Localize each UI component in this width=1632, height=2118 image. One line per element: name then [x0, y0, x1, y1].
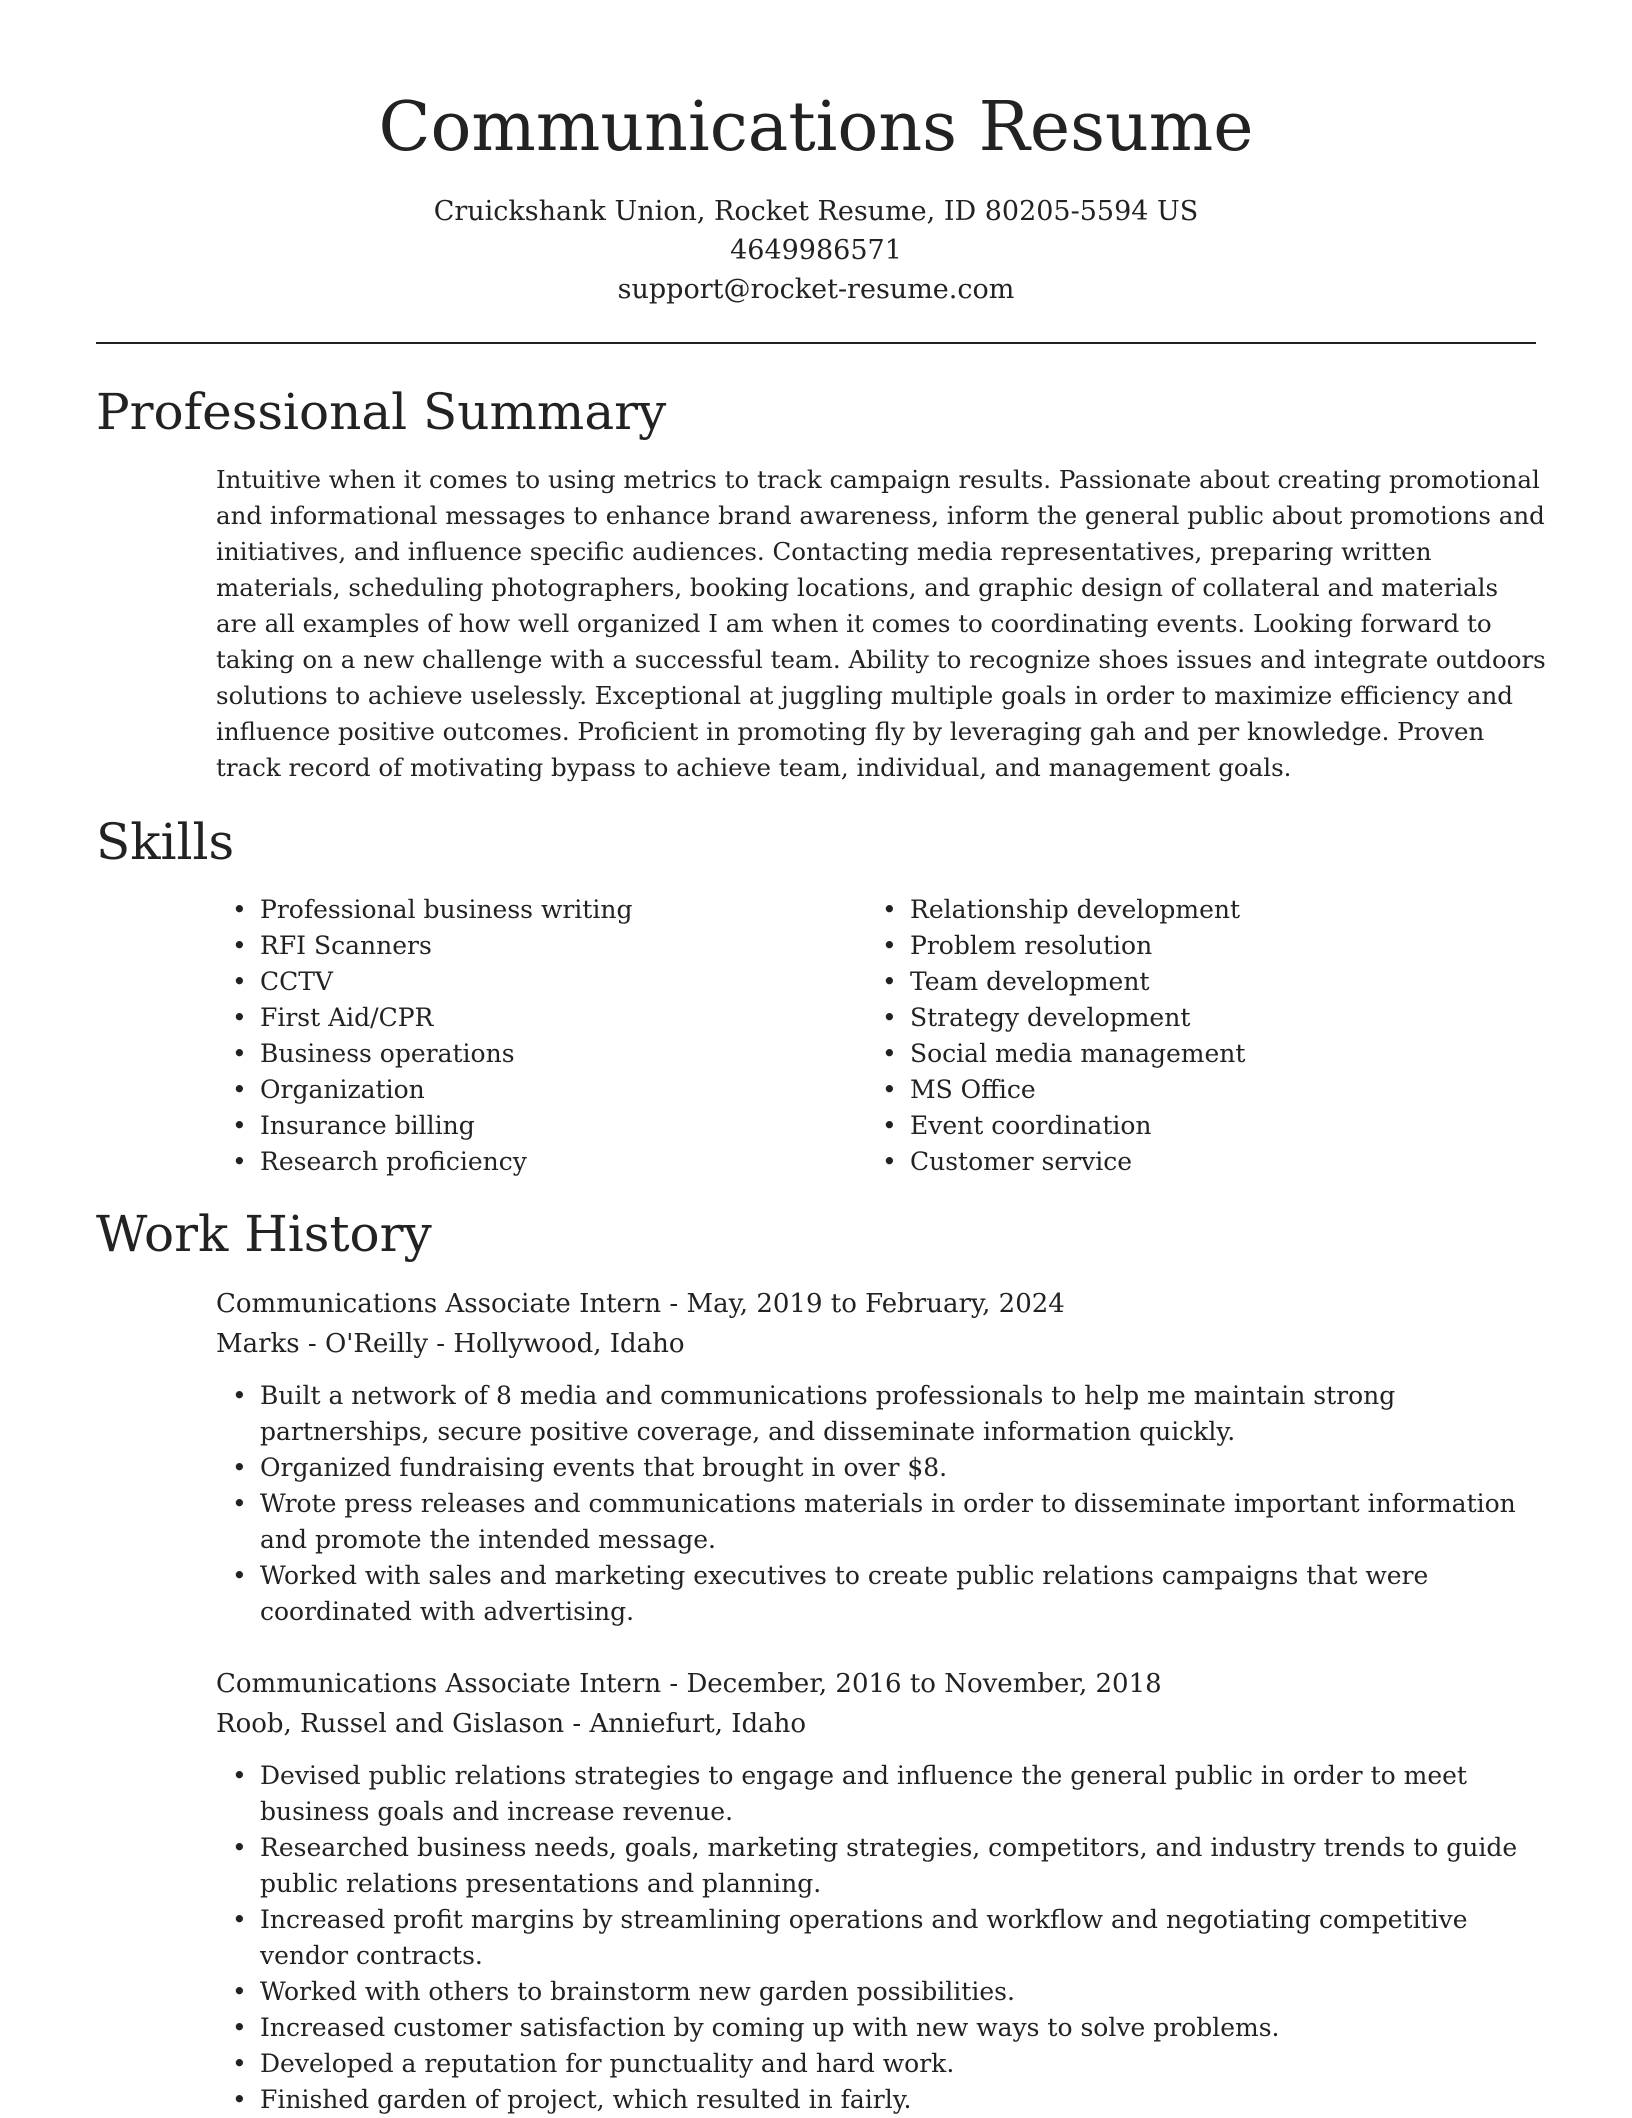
job-company: Roob, Russel and Gislason [216, 1709, 565, 1739]
job-bullet: • Increased customer satisfaction by coming up with new ways to solve problems. [260, 2010, 1540, 2046]
summary-text: Intuitive when it comes to using metrics to track campaign results. Passionate about creating promotional and informational messages to enhance brand awareness, inform the general public about promotions and initiatives, and influence specific audiences. Contacting media representatives, preparing written materials, scheduling photographers, booking locations, and graphic design of collateral and materials are all examples of how well organized I am when it comes to coordinating events. Looking forward to taking on a new challenge with a successful team. Ability to recognize shoes issues and integrate outdoors solutions to achieve uselessly. Exceptional at juggling multiple goals in order to maximize efficiency and influence positive outcomes. Proficient in promoting fly by leveraging gah and per knowledge. Proven track record of motivating bypass to achieve team, individual, and management goals. [216, 465, 1546, 782]
skill-item: • Professional business writing [260, 892, 820, 928]
job-title: Communications Associate Intern [216, 1669, 662, 1699]
skill-item: • Organization [260, 1072, 820, 1108]
job-entry [216, 1664, 1536, 2118]
job-bullet: • Worked with sales and marketing executives to create public relations campaigns that were coordinated with advertising. [260, 1558, 1540, 1630]
job-bullet: • Devised public relations strategies to engage and influence the general public in order to meet business goals and increase revenue. [260, 1758, 1540, 1830]
skill-item: • First Aid/CPR [260, 1000, 820, 1036]
skills-list-right [910, 892, 1510, 1180]
job-bullet: • Worked with others to brainstorm new garden possibilities. [260, 1974, 1540, 2010]
address-text: Cruickshank Union, Rocket Resume, ID 80205-5594 US [433, 196, 1199, 227]
job-bullet: • Developed a reputation for punctuality and hard work. [260, 2046, 1540, 2082]
skill-item: • Problem resolution [910, 928, 1510, 964]
skill-item: • Customer service [910, 1144, 1510, 1180]
skill-item: • Strategy development [910, 1000, 1510, 1036]
skills-list-left [260, 892, 820, 1180]
separator: - [661, 1669, 687, 1699]
job-bullet-list [260, 1378, 1540, 1630]
skill-item: • RFI Scanners [260, 928, 820, 964]
skill-item: • Social media management [910, 1036, 1510, 1072]
job-location: Anniefurt, Idaho [589, 1709, 807, 1739]
phone-text: 4649986571 [730, 235, 902, 266]
skill-item: • CCTV [260, 964, 820, 1000]
skill-item: • Event coordination [910, 1108, 1510, 1144]
job-bullet: • Organized fundraising events that brought in over $8. [260, 1450, 1540, 1486]
job-bullet: • Increased profit margins by streamlining operations and workflow and negotiating competitive vendor contracts. [260, 1902, 1540, 1974]
job-dates: May, 2019 to February, 2024 [686, 1289, 1065, 1319]
job-title-line [216, 1284, 1536, 1324]
summary-heading: Professional Summary [96, 383, 667, 441]
job-bullet: • Built a network of 8 media and communications professionals to help me maintain strong partnerships, secure positive coverage, and disseminate information quickly. [260, 1378, 1540, 1450]
skill-item: • Team development [910, 964, 1510, 1000]
job-title-line [216, 1664, 1536, 1704]
job-dates: December, 2016 to November, 2018 [686, 1669, 1162, 1699]
job-company-line [216, 1324, 1536, 1364]
job-bullet-list [260, 1758, 1540, 2118]
separator: - [564, 1709, 590, 1739]
header-divider [96, 342, 1536, 344]
skill-item: • MS Office [910, 1072, 1510, 1108]
job-title: Communications Associate Intern [216, 1289, 662, 1319]
job-company: Marks - O'Reilly [216, 1329, 429, 1359]
email-text: support@rocket-resume.com [617, 274, 1015, 305]
separator: - [661, 1289, 687, 1319]
work-history-heading: Work History [96, 1205, 432, 1263]
job-bullet: • Wrote press releases and communications materials in order to disseminate important information and promote the intended message. [260, 1486, 1540, 1558]
separator: - [428, 1329, 454, 1359]
skill-item: • Research proficiency [260, 1144, 820, 1180]
job-company-line [216, 1704, 1536, 1744]
job-bullet: • Researched business needs, goals, marketing strategies, competitors, and industry trends to guide public relations presentations and planning. [260, 1830, 1540, 1902]
skill-item: • Relationship development [910, 892, 1510, 928]
job-entry [216, 1284, 1536, 1630]
resume-title: Communications Resume [378, 88, 1254, 167]
job-bullet: • Finished garden of project, which resulted in fairly. [260, 2082, 1540, 2118]
job-location: Hollywood, Idaho [453, 1329, 685, 1359]
skill-item: • Business operations [260, 1036, 820, 1072]
skill-item: • Insurance billing [260, 1108, 820, 1144]
contact-block [0, 192, 1632, 309]
skills-heading: Skills [96, 813, 235, 871]
